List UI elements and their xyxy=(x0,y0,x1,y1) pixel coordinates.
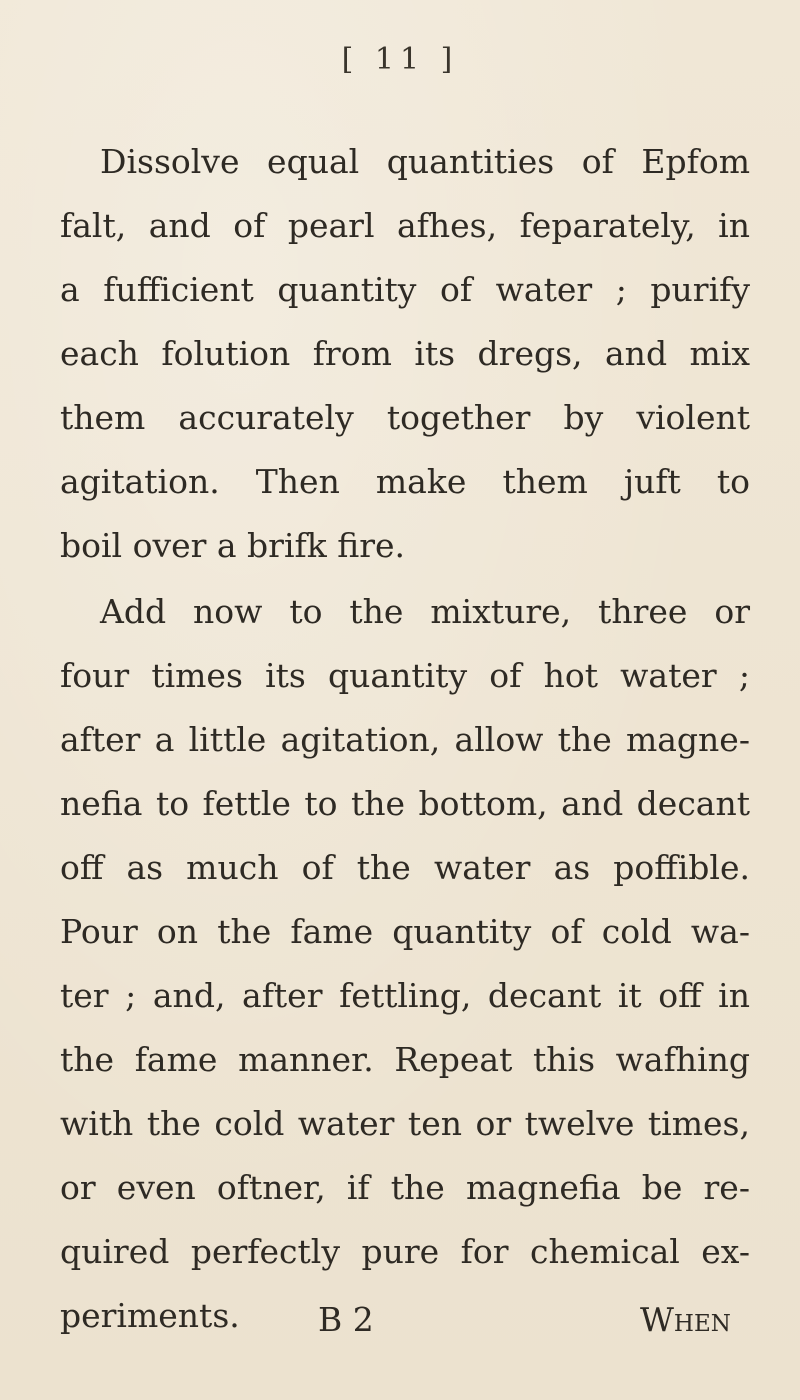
text-line: them accurately together by violent xyxy=(60,398,750,437)
text-line: each folution from its dregs, and mix xyxy=(60,334,750,373)
paragraph-1 xyxy=(60,130,750,578)
catchword: When xyxy=(640,1300,731,1339)
text-line: boil over a brifk fire. xyxy=(60,526,406,565)
text-line: nefia to fettle to the bottom, and decant xyxy=(60,784,750,823)
paragraph-2 xyxy=(60,580,750,1348)
signature-mark: B 2 xyxy=(318,1300,374,1339)
text-line: ter ; and, after fettling, decant it off in xyxy=(60,976,750,1015)
text-line: four times its quantity of hot water ; xyxy=(60,656,750,695)
text-line: with the cold water ten or twelve times, xyxy=(60,1104,750,1143)
text-line: falt, and of pearl afhes, feparately, in xyxy=(60,206,750,245)
text-line: off as much of the water as poffible. xyxy=(60,848,750,887)
text-line: the fame manner. Repeat this wafhing xyxy=(60,1040,750,1079)
page-footer xyxy=(0,1300,800,1370)
text-line: Add now to the mixture, three or xyxy=(100,592,750,631)
text-line: agitation. Then make them juft to xyxy=(60,462,750,501)
text-line: Dissolve equal quantities of Epfom xyxy=(100,142,750,181)
text-line: Pour on the fame quantity of cold wa- xyxy=(60,912,750,951)
page-number: [ 11 ] xyxy=(341,42,459,77)
text-line: a fufficient quantity of water ; purify xyxy=(60,270,750,309)
text-line: quired perfectly pure for chemical ex- xyxy=(60,1232,750,1271)
text-line: after a little agitation, allow the magne- xyxy=(60,720,750,759)
text-line: periments. xyxy=(60,1296,240,1335)
text-line: or even oftner, if the magnefia be re- xyxy=(60,1168,750,1207)
